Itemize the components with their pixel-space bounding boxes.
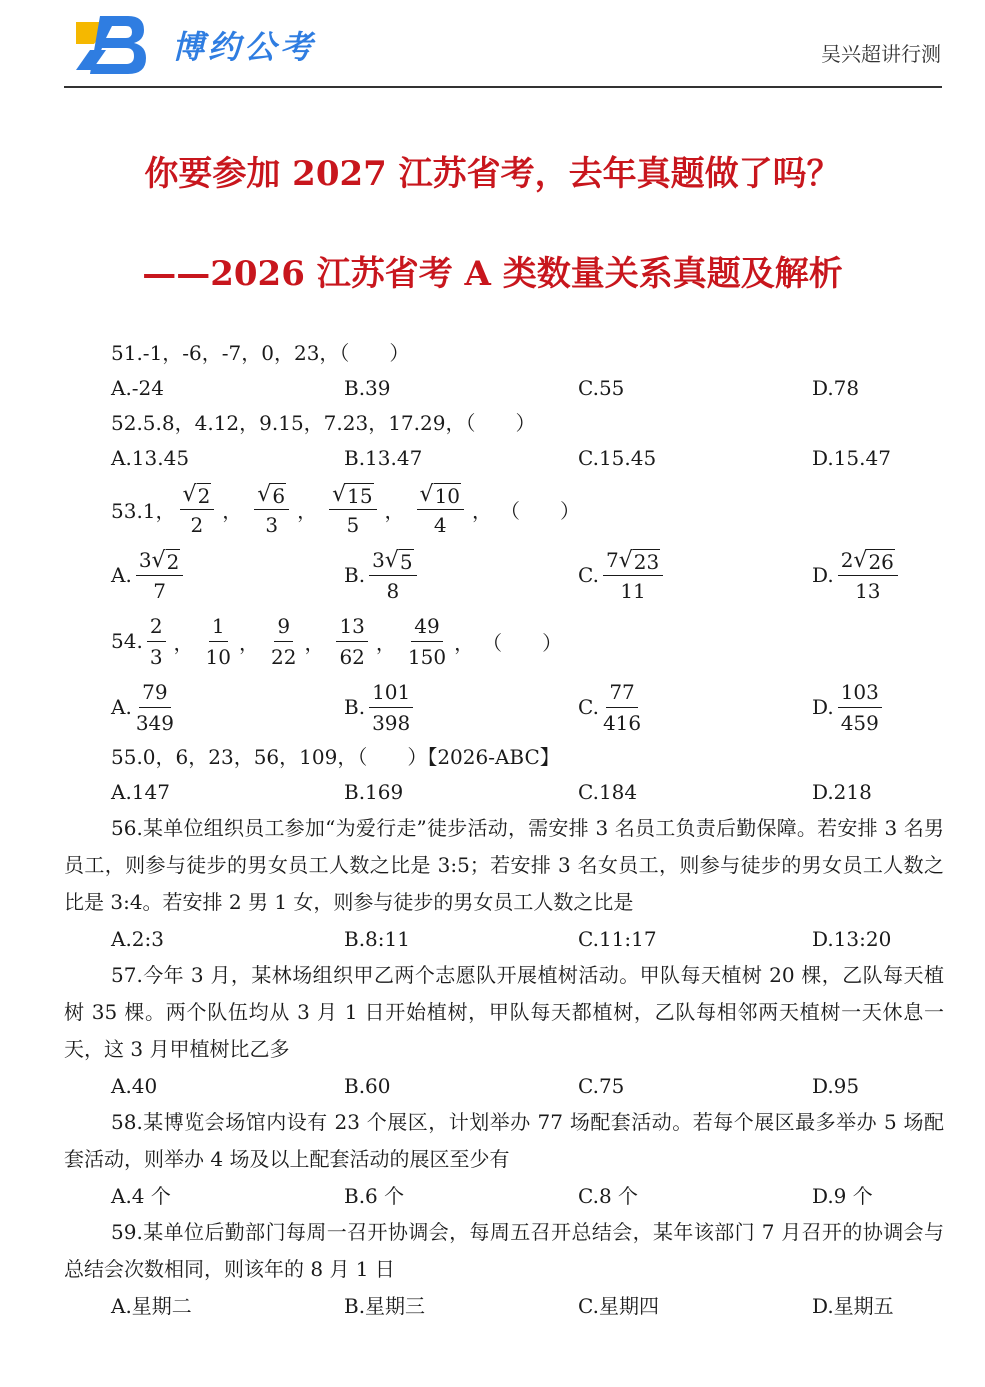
option-c: C.75 [578,1074,625,1098]
radicand: 6 [272,483,286,508]
denominator: 13 [855,578,881,603]
option-d: D.13:20 [812,927,892,951]
option-d [812,674,886,740]
option-c: C.184 [578,780,638,804]
separator: ， [297,498,318,523]
coefficient: 3 [138,547,152,572]
question-52: 52.5.8，4.12，9.15，7.23，17.29，（ ） [111,411,536,435]
option-letter: C. [578,563,599,587]
option-b: B.星期三 [344,1294,426,1318]
option-b: B.169 [344,780,404,804]
coefficient: 3 [372,547,385,572]
option-c: C.11:17 [578,927,657,951]
numerator: 49 [411,612,442,642]
option-a: A.147 [111,780,170,804]
option-b: B.8:11 [344,927,410,951]
denominator: 11 [620,578,646,603]
question-number: 53.1， [111,498,176,523]
option-c: C.8 个 [578,1184,639,1208]
option-c: C. 7 √ 23 11 [578,542,667,608]
logo-icon [72,10,148,80]
option-d: D.78 [812,376,860,400]
option-d: D.星期五 [812,1294,894,1318]
denominator: 10 [205,644,231,669]
numerator: 101 [369,678,413,708]
option-a: A.40 [111,1074,158,1098]
fraction [147,612,166,671]
denominator: 398 [372,710,411,735]
denominator: 459 [840,710,879,735]
question-list [64,336,944,1324]
separator: ， [239,630,259,655]
options-51 [64,370,944,406]
option-letter: B. [344,563,366,587]
options-54 [64,674,944,740]
sqrt-fraction: √ 15 5 [329,480,376,539]
sqrt-fraction: √ 6 3 [254,480,289,539]
option-letter: C. [578,695,599,719]
option-c: C.15.45 [578,446,657,470]
denominator: 8 [386,578,400,603]
numerator: 2 [147,612,166,642]
option-c [578,674,645,740]
option-a: A. 3 √ 2 7 [111,542,187,608]
options-53 [64,542,944,608]
denominator: 5 [346,512,360,537]
radicand: 23 [633,549,660,574]
denominator: 3 [149,644,163,669]
separator: ， [173,630,194,655]
option-a [111,674,178,740]
option-b [344,674,417,740]
sub-title: ——2026 江苏省考 A 类数量关系真题及解析 [142,254,843,294]
denominator: 7 [153,578,166,603]
denominator: 150 [407,644,447,669]
option-a: A.星期二 [111,1294,192,1318]
option-b: B.13.47 [344,446,423,470]
options-57 [64,1068,944,1104]
radicand: 5 [399,549,413,574]
question-57: 57.今年 3 月，某林场组织甲乙两个志愿队开展植树活动。甲队每天植树 20 棵，乙队每天植树 35 棵。两个队伍均从 3 月 1 日开始植树，甲队每天都植树，乙队每相邻两天植树一天休息一天，这 3 月甲植树比乙多 [64,963,944,1061]
option-letter: D. [812,695,834,719]
option-c: C.星期四 [578,1294,659,1318]
answer-blank: （ ） [500,498,581,523]
separator: ， [454,630,475,655]
option-b: B.6 个 [344,1184,405,1208]
answer-blank: （ ） [482,630,563,655]
sqrt-fraction: √ 10 4 [417,480,464,539]
fraction [336,612,367,671]
option-c: C.55 [578,376,625,400]
separator: ， [304,630,325,655]
option-letter: A. [111,563,132,587]
options-52 [64,440,944,476]
question-51: 51.-1，-6，-7，0，23，（ ） [111,341,410,365]
coefficient: 2 [840,547,854,572]
option-d: D.15.47 [812,446,891,470]
coefficient: 7 [605,547,619,572]
option-letter: D. [812,563,834,587]
separator: ， [375,630,396,655]
fraction [271,612,296,671]
denominator: 2 [190,512,204,537]
numerator: 79 [139,678,170,708]
question-58: 58.某博览会场馆内设有 23 个展区，计划举办 77 场配套活动。若每个展区最多举办 5 场配套活动，则举办 4 场及以上配套活动的展区至少有 [64,1110,944,1171]
fraction [408,612,446,671]
denominator: 22 [271,644,297,669]
radicand: 2 [197,483,211,508]
question-55: 55.0，6，23，56，109，（ ）【2026-ABC】 [111,745,560,769]
separator: ， [384,498,405,523]
page-header [0,0,985,92]
options-59 [64,1288,944,1324]
options-55 [64,774,944,810]
option-b: B. 3 √ 5 8 [344,542,421,608]
header-author: 吴兴超讲行测 [821,42,941,66]
option-a: A.2:3 [111,927,164,951]
question-54 [64,608,944,674]
radicand: 10 [434,483,461,508]
radicand: 26 [868,549,894,574]
header-divider [64,86,942,88]
option-b: B.60 [344,1074,391,1098]
option-letter: B. [344,695,366,719]
option-d: D.9 个 [812,1184,873,1208]
numerator: 77 [606,678,637,708]
options-58 [64,1178,944,1214]
radicand: 15 [347,483,373,508]
question-53 [64,476,944,542]
numerator: 13 [336,612,367,642]
option-d: D.218 [812,780,872,804]
separator: ， [472,498,493,523]
denominator: 349 [135,710,174,735]
denominator: 4 [433,512,447,537]
denominator: 416 [602,710,642,735]
numerator: 9 [274,612,293,642]
question-56: 56.某单位组织员工参加“为爱行走”徒步活动，需安排 3 名员工负责后勤保障。若安排 3 名男员工，则参与徒步的男女员工人数之比是 3:5；若安排 3 名女员工，则参与徒步的男女员工人数之比是 3:4。若安排 2 男 1 女，则参与徒步的男女员工人数之比是 [64,816,944,914]
option-letter: A. [111,695,132,719]
radicand: 2 [166,549,180,574]
sqrt-fraction: √ 2 2 [180,480,215,539]
numerator: 103 [838,678,882,708]
options-56 [64,921,944,957]
question-59: 59.某单位后勤部门每周一召开协调会，每周五召开总结会，某年该部门 7 月召开的协调会与总结会次数相同，则该年的 8 月 1 日 [64,1220,944,1281]
question-number: 54. [111,629,143,653]
option-a: A.-24 [111,376,165,400]
numerator: 1 [209,612,228,642]
brand-name: 博约公考 [172,28,317,66]
main-title: 你要参加 2027 江苏省考，去年真题做了吗？ [144,154,841,194]
option-b: B.39 [344,376,391,400]
option-a: A.4 个 [111,1184,171,1208]
denominator: 3 [265,512,279,537]
separator: ， [222,498,243,523]
denominator: 62 [339,644,365,669]
option-a: A.13.45 [111,446,190,470]
fraction [206,612,231,671]
option-d: D. 2 √ 26 13 [812,542,902,608]
option-d: D.95 [812,1074,860,1098]
